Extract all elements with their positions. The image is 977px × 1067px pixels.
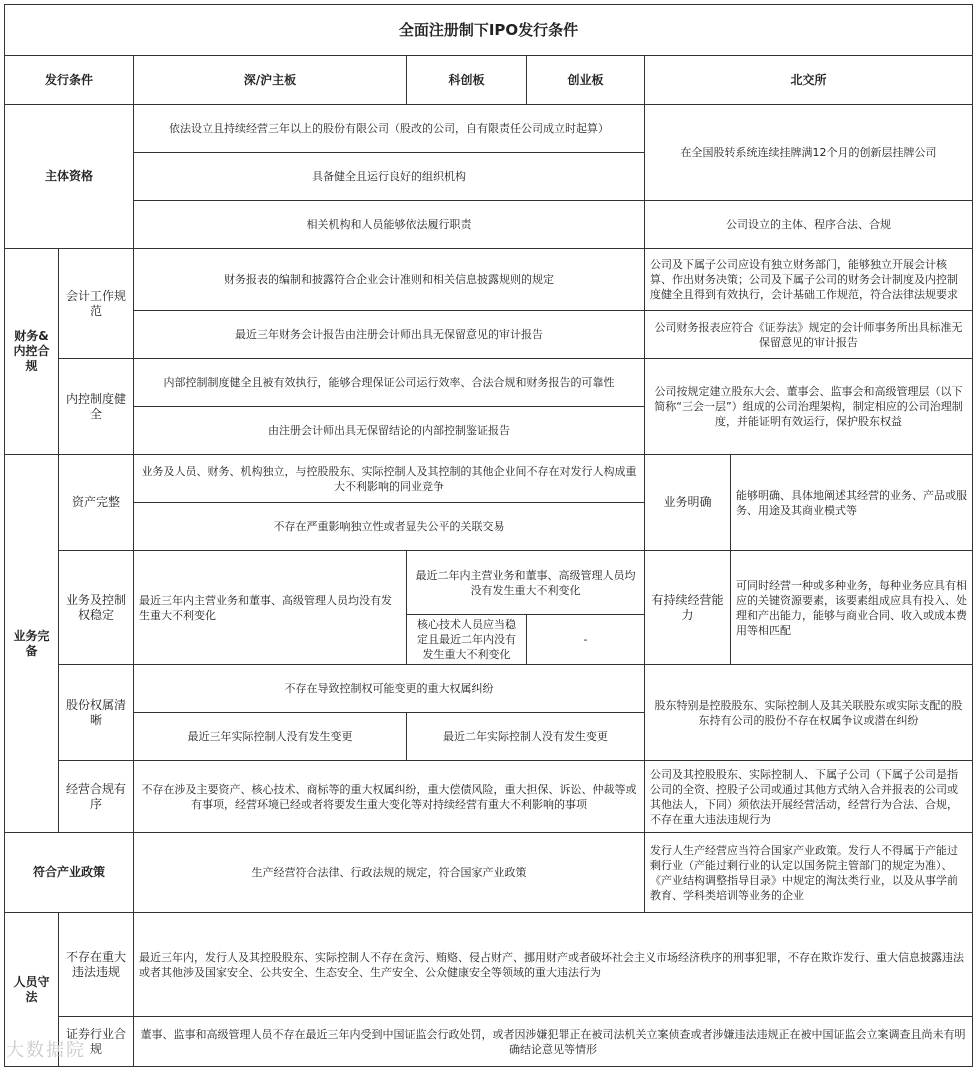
stable-main-board: 最近三年内主营业务和董事、高级管理人员均没有发生重大不利变化 [134, 551, 407, 665]
stable-star-chinext: 最近二年内主营业务和董事、高级管理人员均没有发生重大不利变化 [407, 551, 645, 615]
operations-label: 经营合规有序 [59, 761, 134, 833]
accounting-row-1: 财务报表的编制和披露符合企业会计准则和相关信息披露规则的规定 [134, 249, 645, 311]
policy-label: 符合产业政策 [5, 833, 134, 913]
asset-row-2: 不存在严重影响独立性或者显失公平的关联交易 [134, 503, 645, 551]
personnel-label: 人员守法 [5, 913, 59, 1067]
header-condition: 发行条件 [5, 56, 134, 105]
internal-control-row-1: 内部控制制度健全且被有效执行，能够合理保证公司运行效率、合法合规和财务报告的可靠性 [134, 359, 645, 407]
business-label: 业务完备 [5, 455, 59, 833]
business-clear-text: 能够明确、具体地阐述其经营的业务、产品或服务、用途及其商业模式等 [731, 455, 973, 551]
subject-row-2: 具备健全且运行良好的组织机构 [134, 153, 645, 201]
policy-text: 生产经营符合法律、行政法规的规定，符合国家产业政策 [134, 833, 645, 913]
watermark: 大数据院 [6, 1040, 86, 1061]
internal-control-row-2: 由注册会计师出具无保留结论的内部控制鉴证报告 [134, 407, 645, 455]
page-title: 全面注册制下IPO发行条件 [5, 5, 973, 56]
policy-bse: 发行人生产经营应当符合国家产业政策。发行人不得属于产能过剩行业（产能过剩行业的认定以国务院主管部门的规定为准）、《产业结构调整指导目录》中规定的淘汰类行业，以及从事学前教育、学科类培训等业务的企业 [645, 833, 973, 913]
equity-star-chinext: 最近二年实际控制人没有发生变更 [407, 713, 645, 761]
equity-main-board: 最近三年实际控制人没有发生变更 [134, 713, 407, 761]
going-concern-text: 可同时经营一种或多种业务，每种业务应具有相应的关键资源要素，该要素组成应具有投入、处理和产出能力，能够与商业合同、收入或成本费用等相匹配 [731, 551, 973, 665]
equity-row-1: 不存在导致控制权可能变更的重大权属纠纷 [134, 665, 645, 713]
header-main-board: 深/沪主板 [134, 56, 407, 105]
no-violation-label: 不存在重大违法违规 [59, 913, 134, 1017]
accounting-bse-2: 公司财务报表应符合《证券法》规定的会计师事务所出具标准无保留意见的审计报告 [645, 311, 973, 359]
equity-label: 股份权属清晰 [59, 665, 134, 761]
subject-label: 主体资格 [5, 105, 134, 249]
header-star-market: 科创板 [407, 56, 527, 105]
core-tech-star: 核心技术人员应当稳定且最近二年内没有发生重大不利变化 [407, 615, 527, 665]
equity-bse: 股东特别是控股股东、实际控制人及其关联股东或实际支配的股东持有公司的股份不存在权属争议或潜在纠纷 [645, 665, 973, 761]
securities-compliance-label: 证券行业合规 [59, 1017, 134, 1067]
core-tech-chinext: - [527, 615, 645, 665]
header-bse: 北交所 [645, 56, 973, 105]
accounting-row-2: 最近三年财务会计报告由注册会计师出具无保留意见的审计报告 [134, 311, 645, 359]
operations-text: 不存在涉及主要资产、核心技术、商标等的重大权属纠纷，重大偿债风险，重大担保、诉讼、仲裁等或有事项，经营环境已经或者将要发生重大变化等对持续经营有重大不利影响的事项 [134, 761, 645, 833]
business-clear-label: 业务明确 [645, 455, 731, 551]
subject-bse-1: 在全国股转系统连续挂牌满12个月的创新层挂牌公司 [645, 105, 973, 201]
asset-row-1: 业务及人员、财务、机构独立，与控股股东、实际控制人及其控制的其他企业间不存在对发行人构成重大不利影响的同业竞争 [134, 455, 645, 503]
no-violation-text: 最近三年内，发行人及其控股股东、实际控制人不存在贪污、贿赂、侵占财产、挪用财产或者破坏社会主义市场经济秩序的刑事犯罪，不存在欺诈发行、重大信息披露违法或者其他涉及国家安全、公共安全、生态安全、生产安全、公众健康安全等领域的重大违法行为 [134, 913, 973, 1017]
going-concern-label: 有持续经营能力 [645, 551, 731, 665]
accounting-bse-1: 公司及下属子公司应设有独立财务部门，能够独立开展会计核算、作出财务决策；公司及下属子公司的财务会计制度及内控制度健全且得到有效执行，会计基础工作规范，符合法律法规要求 [645, 249, 973, 311]
ipo-conditions-table [4, 4, 973, 1067]
accounting-label: 会计工作规范 [59, 249, 134, 359]
securities-compliance-text: 董事、监事和高级管理人员不存在最近三年内受到中国证监会行政处罚，或者因涉嫌犯罪正在被司法机关立案侦查或者涉嫌违法违规正在被中国证监会立案调查且尚未有明确结论意见等情形 [134, 1017, 973, 1067]
subject-bse-2: 公司设立的主体、程序合法、合规 [645, 201, 973, 249]
finance-label: 财务&内控合规 [5, 249, 59, 455]
header-chinext: 创业板 [527, 56, 645, 105]
subject-row-3: 相关机构和人员能够依法履行职责 [134, 201, 645, 249]
stable-label: 业务及控制权稳定 [59, 551, 134, 665]
internal-control-bse: 公司按规定建立股东大会、董事会、监事会和高级管理层（以下简称“三会一层”）组成的公司治理架构，制定相应的公司治理制度，并能证明有效运行，保护股东权益 [645, 359, 973, 455]
subject-row-1: 依法设立且持续经营三年以上的股份有限公司（股改的公司，自有限责任公司成立时起算） [134, 105, 645, 153]
internal-control-label: 内控制度健全 [59, 359, 134, 455]
asset-label: 资产完整 [59, 455, 134, 551]
operations-bse: 公司及其控股股东、实际控制人、下属子公司（下属子公司是指公司的全资、控股子公司或通过其他方式纳入合并报表的公司或其他法人，下同）须依法开展经营活动，经营行为合法、合规，不存在重大违法违规行为 [645, 761, 973, 833]
